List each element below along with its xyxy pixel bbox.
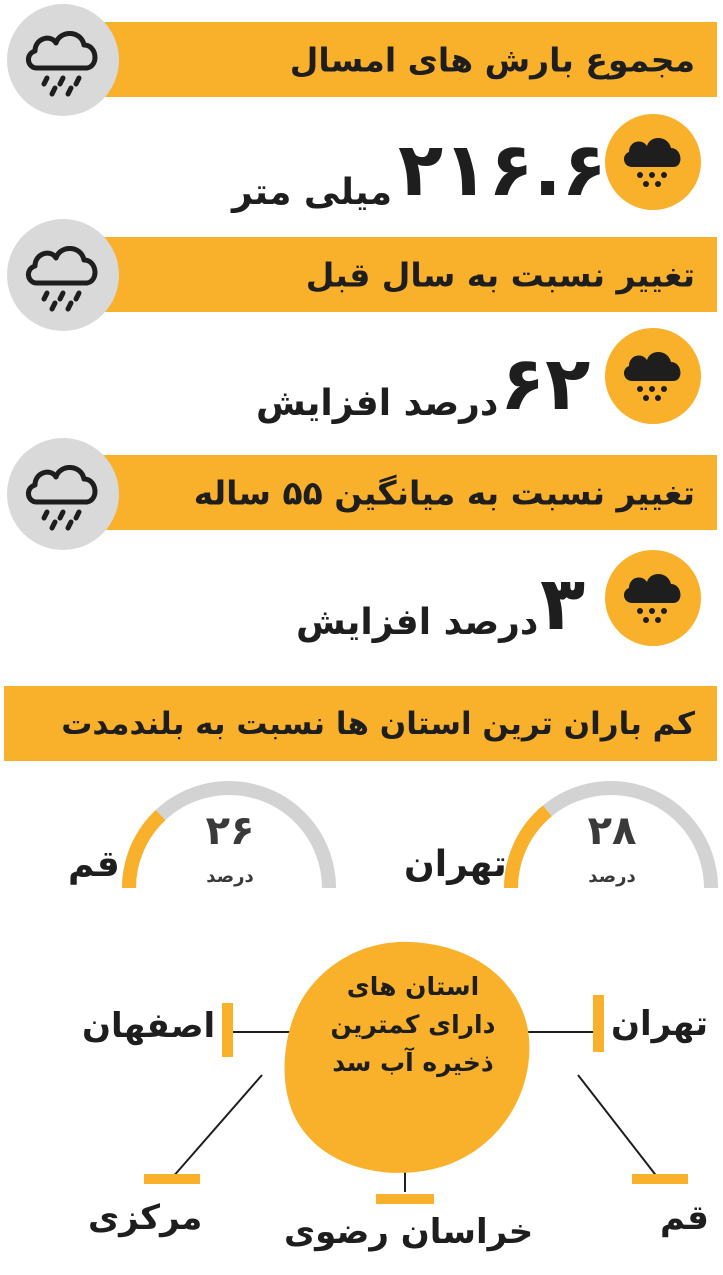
dam-center-line-3: ذخیره آب سد	[332, 1048, 494, 1077]
section-2-unit: درصد افزایش	[256, 383, 499, 424]
section-1-banner	[103, 22, 717, 97]
cloud-rain-outline-icon	[7, 4, 119, 116]
connector-markazi	[172, 1075, 262, 1178]
section-1-value: ۲۱۶.۶	[398, 127, 607, 213]
cloud-rain-outline-icon	[7, 219, 119, 331]
dam-center-line-2: دارای کمترین	[330, 1010, 496, 1039]
section-3-unit: درصد افزایش	[296, 602, 539, 643]
cloud-rain-outline-icon	[7, 438, 119, 550]
section-2-banner	[103, 237, 717, 312]
gauge-value-qom: ۲۶	[205, 808, 255, 854]
marker-markazi	[144, 1174, 200, 1184]
gauge-fill-tehran	[511, 811, 547, 888]
dam-province-markazi: مرکزی	[88, 1198, 203, 1238]
marker-tehran	[593, 995, 604, 1052]
dam-center-line-1: استان های	[346, 972, 480, 1001]
marker-khorasan	[376, 1194, 434, 1204]
marker-esfahan	[222, 1003, 233, 1057]
lowest-rainfall-title: کم باران ترین استان ها نسبت به بلندمدت	[61, 705, 695, 742]
section-1-unit: میلی متر	[232, 172, 393, 213]
section-2-title: تغییر نسبت به سال قبل	[305, 255, 695, 294]
gauge-name-qom: قم	[68, 844, 120, 885]
dam-province-khorasan: خراسان رضوی	[284, 1212, 534, 1252]
cloud-rain-filled-icon	[605, 114, 701, 210]
gauge-value-tehran: ۲۸	[587, 808, 637, 854]
section-1-title: مجموع بارش های امسال	[289, 40, 695, 79]
section-3-banner	[103, 455, 717, 530]
dam-province-esfahan: اصفهان	[82, 1006, 216, 1046]
cloud-rain-filled-icon	[605, 328, 701, 424]
section-3-title: تغییر نسبت به میانگین ۵۵ ساله	[193, 473, 695, 512]
connector-qom	[578, 1075, 658, 1178]
gauge-unit-qom: درصد	[206, 866, 254, 887]
dam-province-tehran: تهران	[611, 1004, 709, 1044]
marker-qom	[632, 1174, 688, 1184]
lowest-rainfall-banner	[4, 686, 717, 761]
gauge-fill-qom	[129, 815, 161, 888]
cloud-rain-filled-icon	[605, 550, 701, 646]
gauge-name-tehran: تهران	[404, 844, 507, 885]
gauge-unit-tehran: درصد	[588, 866, 636, 887]
section-2-value: ۶۲	[500, 341, 591, 427]
dam-province-qom: قم	[660, 1198, 709, 1238]
section-3-value: ۳	[540, 561, 586, 647]
